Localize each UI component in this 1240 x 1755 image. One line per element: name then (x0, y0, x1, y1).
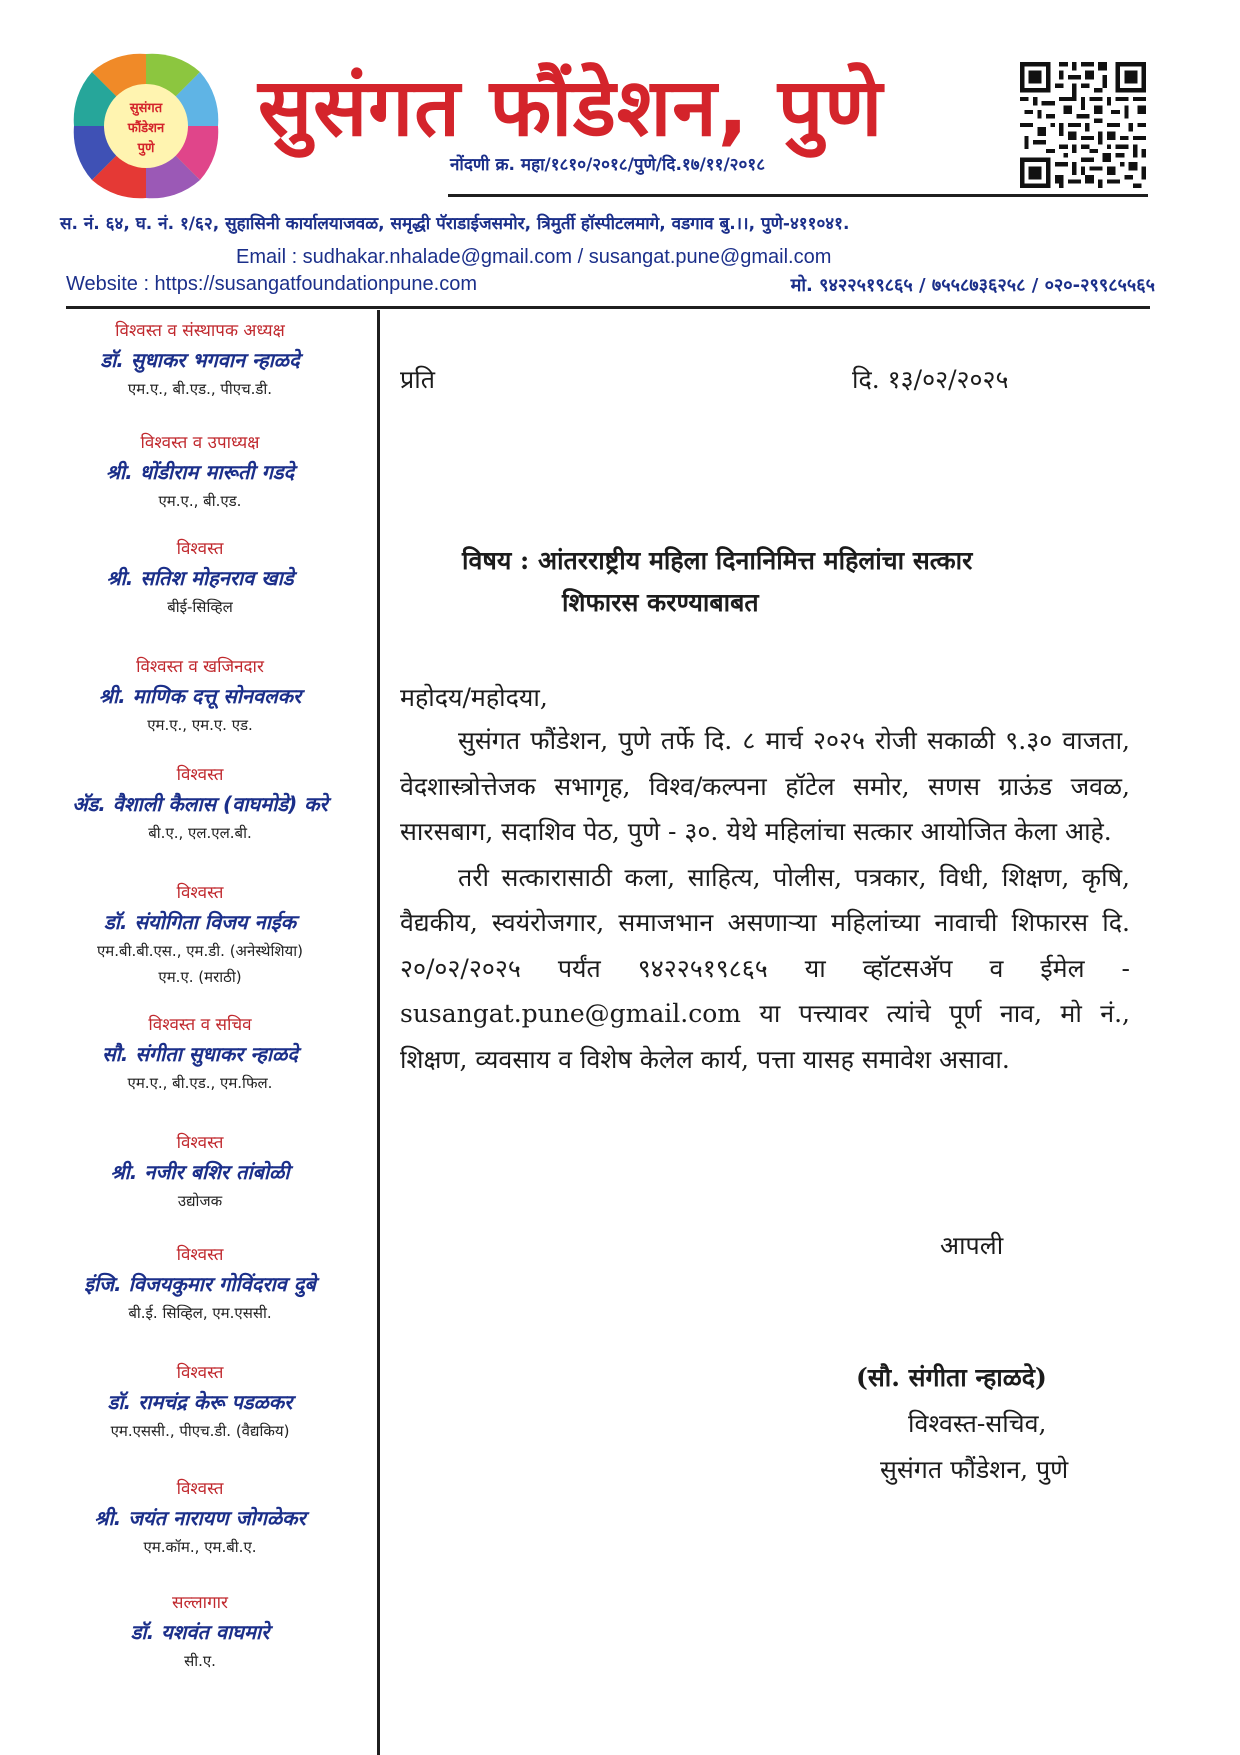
trustee-name: श्री. माणिक दत्तू सोनवलकर (98, 684, 302, 708)
closing: आपली (940, 1231, 1004, 1260)
trustee-name: श्री. सतिश मोहनराव खाडे (106, 566, 294, 590)
trustee-qualification: एम.कॉम., एम.बी.ए. (143, 1538, 257, 1556)
trustee-entry (30, 880, 370, 1012)
trustee-qualification: एम.ए., बी.एड., एम.फिल. (127, 1074, 273, 1092)
trustee-entry (30, 762, 370, 880)
trustee-entry (30, 1012, 370, 1130)
trustee-role: विश्वस्त (176, 539, 224, 559)
trustee-qualification: उद्योजक (177, 1192, 223, 1210)
trustee-entry (30, 1476, 370, 1590)
trustee-qualification: एम.ए., बी.एड., पीएच.डी. (127, 380, 273, 398)
trustee-name: सौ. संगीता सुधाकर न्हाळदे (102, 1042, 298, 1066)
trustee-entry (30, 318, 370, 430)
logo-text-3: पुणे (137, 141, 155, 156)
address-line: स. नं. ६४, घ. नं. १/६२, सुहासिनी कार्यालयाजवळ, समृद्धी पॅराडाईजसमोर, त्रिमुर्ती हॉस्पीटलमागे, वडगाव बु.।।, पुणे-४११०४१. (60, 214, 850, 234)
trustee-role: सल्लागार (171, 1593, 228, 1613)
logo-text-1: सुसंगत (129, 101, 163, 116)
trustee-name: डॉ. रामचंद्र केरू पडळकर (107, 1390, 293, 1414)
organization-title: सुसंगत फौंडेशन, पुणे (258, 61, 884, 154)
signatory-title: विश्वस्त-सचिव, (908, 1409, 1047, 1438)
trustee-role: विश्वस्त (176, 1133, 224, 1153)
trustee-role: विश्वस्त (176, 1245, 224, 1265)
email-line: Email : sudhakar.nhalade@gmail.com / susangat.pune@gmail.com (236, 246, 832, 268)
trustee-name: श्री. जयंत नारायण जोगळेकर (94, 1506, 306, 1530)
foundation-logo (72, 52, 220, 200)
trustee-qualification: एम.ए., बी.एड. (158, 492, 242, 510)
trustee-role: विश्वस्त (176, 1363, 224, 1383)
trustee-name: डॉ. यशवंत वाघमारे (130, 1620, 270, 1644)
trustee-qualification: एम.बी.बी.एस., एम.डी. (अनेस्थेशिया) (97, 942, 303, 960)
trustee-qualification: एम.एससी., पीएच.डी. (वैद्यकिय) (110, 1422, 290, 1440)
trustee-entry (30, 1130, 370, 1242)
mobile-numbers: मो. ९४२२५१९८६५ / ७५५८७३६२५८ / ०२०-२९९८५५६५ (790, 275, 1155, 296)
trustee-entry (30, 430, 370, 536)
trustee-role: विश्वस्त व खजिनदार (136, 657, 264, 677)
trustee-role: विश्वस्त व संस्थापक अध्यक्ष (115, 321, 285, 341)
recipient-label: प्रति (400, 365, 435, 394)
trustee-role: विश्वस्त व सचिव (148, 1015, 252, 1035)
trustee-entry (30, 654, 370, 762)
trustee-entry (30, 1242, 370, 1360)
trustee-role: विश्वस्त (176, 1479, 224, 1499)
trustee-entry (30, 1360, 370, 1476)
trustee-qualification: बीई-सिव्हिल (167, 598, 233, 616)
signatory-organization: सुसंगत फौंडेशन, पुणे (880, 1455, 1069, 1484)
logo-text-2: फौंडेशन (127, 121, 165, 136)
trustee-qualification-2: एम.ए. (मराठी) (158, 968, 242, 986)
trustee-name: श्री. धोंडीराम मारूती गडदे (105, 460, 295, 484)
website-line: Website : https://susangatfoundationpune.com (66, 273, 478, 295)
letter-date: दि. १३/०२/२०२५ (852, 365, 1009, 394)
registration-number: नोंदणी क्र. महा/१८१०/२०१८/पुणे/दि.१७/११/२०१८ (450, 155, 766, 175)
body-paragraph-1: सुसंगत फौंडेशन, पुणे तर्फे दि. ८ मार्च २०२५ रोजी सकाळी ९.३० वाजता, वेदशास्त्रोत्तेजक सभागृह, विश्व/कल्पना हॉटेल समोर, सणस ग्राऊंड जवळ, सारसबाग, सदाशिव पेठ, पुणे - ३०. येथे महिलांचा सत्कार आयोजित केला आहे. (400, 726, 1130, 846)
trustee-qualification: बी.ई. सिव्हिल, एम.एससी. (128, 1304, 272, 1322)
trustee-name: डॉ. संयोगिता विजय नाईक (104, 910, 296, 934)
trustee-name: श्री. नजीर बशिर तांबोळी (110, 1160, 290, 1184)
trustee-role: विश्वस्त (176, 883, 224, 903)
trustee-name: डॉ. सुधाकर भगवान न्हाळदे (100, 348, 300, 372)
letter-subject (462, 540, 1142, 624)
trustee-qualification: एम.ए., एम.ए. एड. (147, 716, 253, 734)
sidebar-divider (377, 310, 380, 1755)
subject-line-1: विषय : आंतरराष्ट्रीय महिला दिनानिमित्त महिलांचा सत्कार (462, 546, 973, 575)
title-divider (448, 194, 1148, 197)
body-paragraph-2: तरी सत्कारासाठी कला, साहित्य, पोलीस, पत्रकार, विधी, शिक्षण, कृषि, वैद्यकीय, स्वयंरोजगार, समाजभान असणाऱ्या महिलांच्या नावाची शिफारस दि. २०/०२/२०२५ पर्यंत ९४२२५१९८६५ या व्हॉटसअ‍ॅप व ईमेल -susangat.pune@gmail.com या पत्त्यावर त्यांचे पूर्ण नाव, मो नं., शिक्षण, व्यवसाय व विशेष केलेल कार्य, पत्ता यासह समावेश असावा. (400, 862, 1130, 1074)
letter-body (400, 718, 1130, 1082)
trustee-entry (30, 1590, 370, 1680)
trustee-name: इंजि. विजयकुमार गोविंदराव दुबे (84, 1272, 316, 1296)
trustee-role: विश्वस्त व उपाध्यक्ष (140, 433, 260, 453)
signature-block (856, 1355, 1156, 1493)
trustee-sidebar (30, 318, 370, 1680)
trustee-name: अ‍ॅड. वैशाली कैलास (वाघमोडे) करे (72, 792, 328, 816)
signatory-name: (सौ. संगीता न्हाळदे) (856, 1363, 1047, 1392)
header-divider (66, 306, 1150, 309)
trustee-entry (30, 536, 370, 654)
trustee-role: विश्वस्त (176, 765, 224, 785)
trustee-qualification: सी.ए. (184, 1652, 216, 1670)
qr-code-icon (1020, 62, 1146, 188)
salutation: महोदय/महोदया, (400, 683, 548, 712)
trustee-qualification: बी.ए., एल.एल.बी. (148, 824, 252, 842)
subject-line-2: शिफारस करण्याबाबत (562, 588, 759, 617)
